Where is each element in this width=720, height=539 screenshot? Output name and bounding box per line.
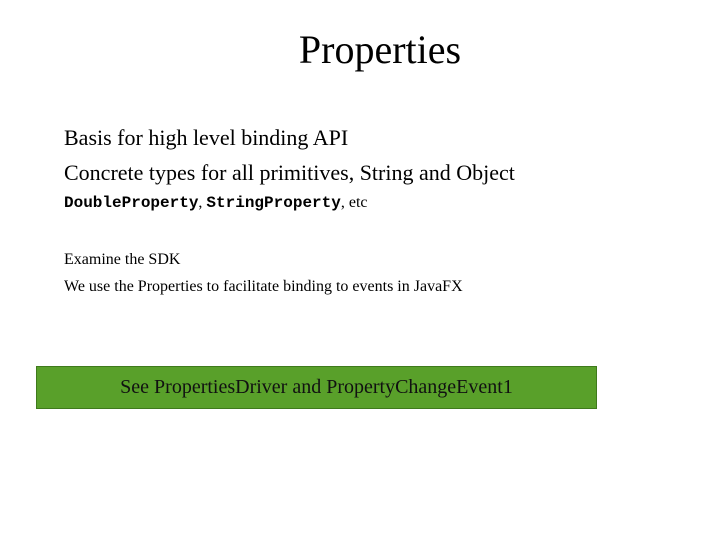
callout-box (36, 366, 597, 409)
separator-text: , (198, 194, 207, 211)
bullet-concrete-types: Concrete types for all primitives, String and Object (64, 160, 515, 185)
code-string-property: StringProperty (206, 194, 341, 212)
code-double-property: DoubleProperty (64, 194, 199, 212)
callout-text: See PropertiesDriver and PropertyChangeEvent1 (120, 376, 513, 398)
bullet-property-examples (64, 191, 368, 215)
etc-text: , etc (340, 194, 368, 211)
bullet-javafx-binding: We use the Properties to facilitate binding to events in JavaFX (64, 278, 463, 295)
bullet-examine-sdk: Examine the SDK (64, 251, 181, 268)
slide-title: Properties (298, 27, 462, 72)
bullet-binding-api: Basis for high level binding API (64, 125, 349, 150)
